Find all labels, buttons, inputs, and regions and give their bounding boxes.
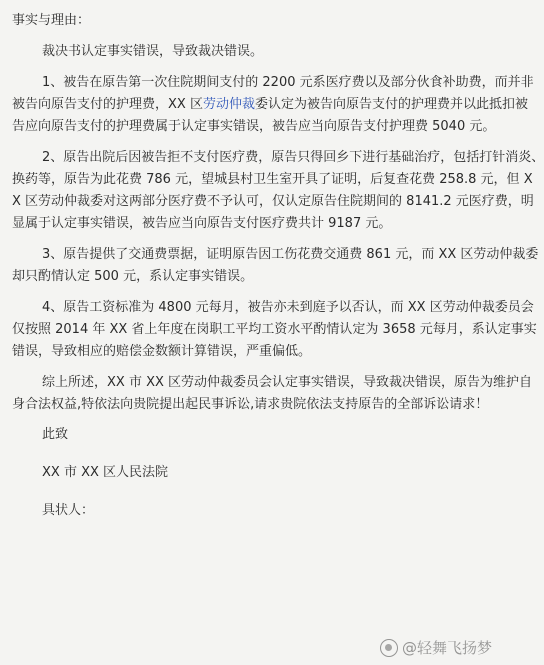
paragraph-4 [12,297,537,363]
paragraph-2-line-2: 换药等，原告为此花费 786 元，望城县村卫生室开具了证明，后复查花费 258.8 元，但 X [12,172,533,187]
paragraph-3 [12,244,539,288]
section-heading: 事实与理由： [12,13,91,28]
paragraph-2-line-4: 显属于认定事实错误，被告应当向原告支付医疗费共计 9187 元。 [12,216,392,231]
intro-line: 裁决书认定事实错误，导致裁决错误。 [42,44,264,59]
paragraph-3-line-1: 3、原告提供了交通费票据，证明原告因工伤花费交通费 861 元，而 XX 区劳动仲裁委 [42,247,539,262]
court-name: XX 市 XX 区人民法院 [42,465,169,480]
watermark-text: @轻舞飞扬梦 [401,639,492,657]
paragraph-4-line-3: 错误，导致相应的赔偿金数额计算错误，严重偏低。 [12,344,312,359]
paragraph-1-line-1: 1、被告在原告第一次住院期间支付的 2200 元系医疗费以及部分伙食补助费，而并非 [42,75,534,90]
paragraph-3-line-2: 却只酌情认定 500 元，系认定事实错误。 [12,269,254,284]
summary-line-1: 综上所述，XX 市 XX 区劳动仲裁委员会认定事实错误，导致裁决错误，原告为维护自 [42,375,533,390]
paragraph-1 [12,72,534,138]
paragraph-2-line-3: X 区劳动仲裁委对这两部分医疗费不予认可，仅认定原告住院期间的 8141.2 元医疗费，明 [12,194,534,209]
circle-logo-icon [380,639,398,657]
paragraph-4-line-2: 仅按照 2014 年 XX 省上年度在岗职工平均工资水平酌情认定为 3658 元每月，系认定事实 [12,322,537,337]
watermark [380,637,492,658]
paragraph-1-line-2-prefix: 被告向原告支付的护理费，XX 区 [12,97,203,112]
paragraph-2-line-1: 2、原告出院后因被告拒不支付医疗费，原告只得回乡下进行基础治疗，包括打针消炎、 [42,150,544,165]
paragraph-1-line-2 [12,94,528,116]
paragraph-2 [12,147,544,235]
summary-line-2: 身合法权益,特依法向贵院提出起民事诉讼,请求贵院依法支持原告的全部诉讼请求！ [12,397,489,412]
paragraph-4-line-1: 4、原告工资标准为 4800 元每月，被告亦未到庭予以否认，而 XX 区劳动仲裁委员会 [42,300,534,315]
salutation: 此致 [42,427,69,442]
highlighted-text: 劳动仲裁 [202,97,255,112]
intro-paragraph [12,41,480,63]
summary-paragraph [12,372,533,416]
closing-block [12,425,480,521]
paragraph-1-line-2-suffix: 委认定为被告向原告支付的护理费并以此抵扣被 [254,97,528,112]
paragraph-1-line-3: 告应向原告支付的护理费属于认定事实错误，被告应当向原告支付护理费 5040 元。 [12,119,496,134]
signer-label: 具状人： [42,503,95,518]
